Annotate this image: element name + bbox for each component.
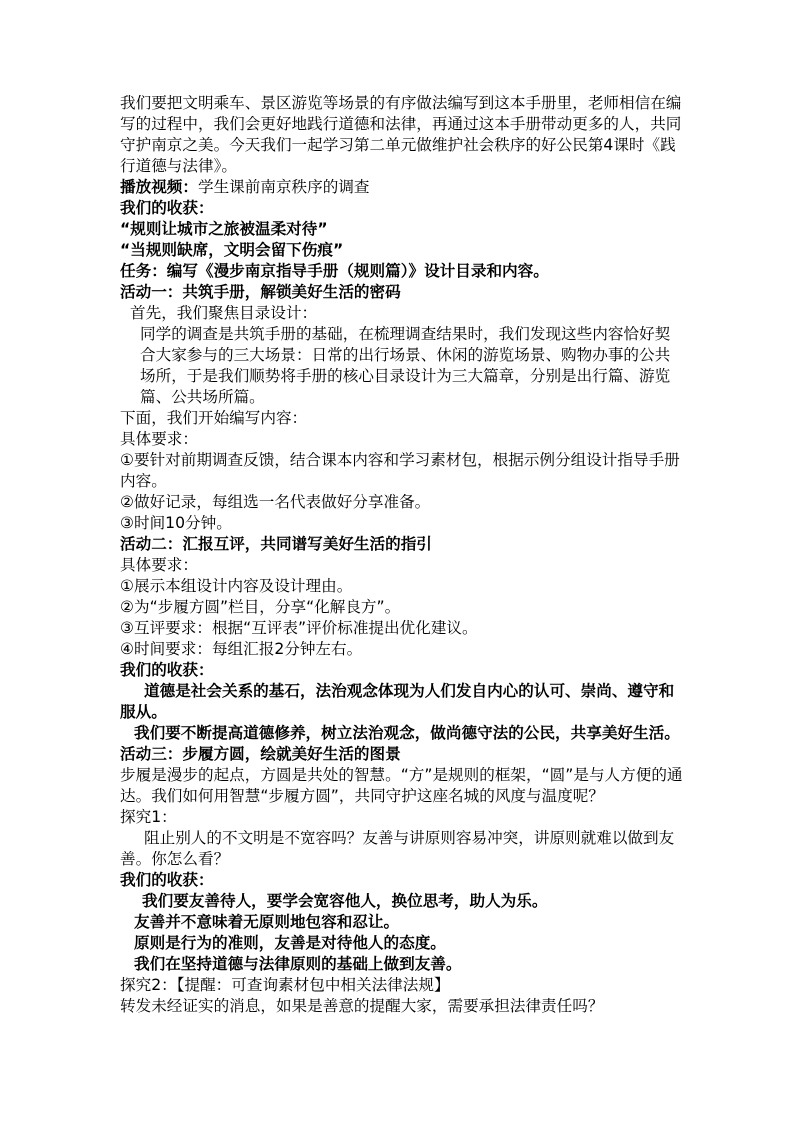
harvest-2-point-2: 我们要不断提高道德修养，树立法治观念，做尚德守法的公民，共享美好生活。 bbox=[134, 724, 680, 742]
intro-paragraph: 我们要把文明乘车、景区游览等场景的有序做法编写到这本手册里，老师相信在编写的过程中，我们会更好地践行道德和法律，再通过这本手册带动更多的人，共同守护南京之美。今天我们一起学习第二单元做维护社会秩序的好公民第4课时《践行道德与法律》。 bbox=[120, 94, 682, 175]
requirement-1-2: ②做好记录，每组选一名代表做好分享准备。 bbox=[120, 493, 431, 511]
harvest-2-point-1: 道德是社会关系的基石，法治观念体现为人们发自内心的认可、崇尚、遵守和服从。 bbox=[120, 682, 675, 721]
harvest-3-point-2: 友善并不意味着无原则地包容和忍让。 bbox=[134, 913, 400, 931]
video-label: 播放视频： bbox=[120, 178, 198, 196]
quote-2: “当规则缺席，文明会留下伤痕” bbox=[120, 241, 344, 259]
explore-1-label: 探究1： bbox=[120, 808, 177, 826]
explore-2-label: 探究2：【提醒：可查询素材包中相关法律法规】 bbox=[120, 976, 450, 994]
activity-2-heading: 活动二：汇报互评，共同谱写美好生活的指引 bbox=[120, 535, 432, 553]
video-line bbox=[120, 177, 685, 198]
explore-1-question: 阻止别人的不文明是不宽容吗？友善与讲原则容易冲突，讲原则就难以做到友善。你怎么看？ bbox=[120, 829, 675, 868]
video-text: 学生课前南京秩序的调查 bbox=[197, 178, 370, 196]
document-page bbox=[120, 93, 685, 1017]
requirement-2-4: ④时间要求：每组汇报2分钟左右。 bbox=[120, 640, 363, 658]
harvest-3-point-3: 原则是行为的准则，友善是对待他人的态度。 bbox=[134, 934, 446, 952]
harvest-heading-3: 我们的收获： bbox=[120, 871, 214, 889]
activity-3-intro: 步履是漫步的起点，方圆是共处的智慧。“方”是规则的框架，“圆”是与人方便的通达。我们如何用智慧“步履方圆”，共同守护这座名城的风度与温度呢？ bbox=[120, 766, 683, 805]
survey-paragraph: 同学的调查是共筑手册的基础，在梳理调查结果时，我们发现这些内容恰好契合大家参与的三大场景：日常的出行场景、休闲的游览场景、购物办事的公共场所，于是我们顺势将手册的核心目录设计为三大篇章，分别是出行篇、游览篇、公共场所篇。 bbox=[140, 325, 671, 406]
harvest-heading-1: 我们的收获： bbox=[120, 199, 214, 217]
requirements-label-1: 具体要求： bbox=[120, 430, 198, 448]
activity-1-heading: 活动一：共筑手册，解锁美好生活的密码 bbox=[120, 283, 401, 301]
quote-1: “规则让城市之旅被温柔对待” bbox=[120, 220, 328, 238]
requirement-1-1: ①要针对前期调查反馈，结合课本内容和学习素材包，根据示例分组设计指导手册内容。 bbox=[120, 451, 680, 490]
requirement-2-3: ③互评要求：根据“互评表”评价标准提出优化建议。 bbox=[120, 619, 478, 637]
requirement-1-3: ③时间10分钟。 bbox=[120, 514, 232, 532]
requirement-2-2: ②为“步履方圆”栏目，分享“化解良方”。 bbox=[120, 598, 401, 616]
harvest-3-point-4: 我们在坚持道德与法律原则的基础上做到友善。 bbox=[134, 955, 462, 973]
harvest-3-point-1: 我们要友善待人，要学会宽容他人，换位思考，助人为乐。 bbox=[142, 892, 548, 910]
start-writing-line: 下面，我们开始编写内容： bbox=[120, 409, 308, 427]
activity-3-heading: 活动三：步履方圆，绘就美好生活的图景 bbox=[120, 745, 401, 763]
requirements-label-2: 具体要求： bbox=[120, 556, 198, 574]
catalog-focus-line: 首先，我们聚焦目录设计： bbox=[130, 304, 318, 322]
task-heading: 任务：编写《漫步南京指导手册（规则篇）》设计目录和内容。 bbox=[120, 262, 549, 280]
harvest-heading-2: 我们的收获： bbox=[120, 661, 214, 679]
requirement-2-1: ①展示本组设计内容及设计理由。 bbox=[120, 577, 353, 595]
explore-2-question: 转发未经证实的消息，如果是善意的提醒大家，需要承担法律责任吗？ bbox=[120, 997, 604, 1015]
